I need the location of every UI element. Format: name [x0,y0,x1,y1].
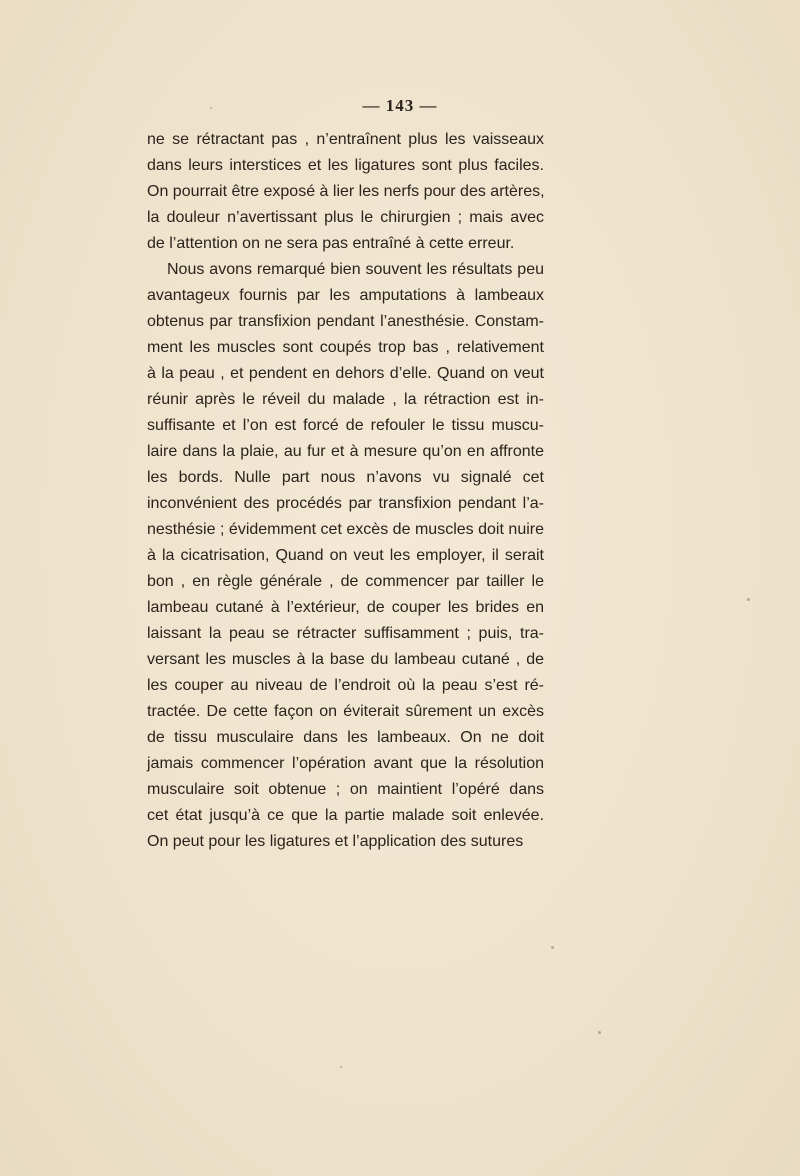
text-line: à la peau , et pendent en dehors d’elle. Quand on veut [147,365,544,382]
text-line: obtenus par transfixion pendant l’anesthésie. Constam- [147,313,544,330]
text-line: réunir après le réveil du malade , la rétraction est in- [147,391,544,408]
text-line: avantageux fournis par les amputations à lambeaux [147,287,544,304]
text-line: ne se rétractant pas , n’entraînent plus les vaisseaux [147,131,544,148]
text-line: laissant la peau se rétracter suffisamment ; puis, tra- [147,625,544,642]
text-line: ment les muscles sont coupés trop bas , relativement [147,339,544,356]
body-text [147,127,544,855]
text-line: de l’attention on ne sera pas entraîné à cette erreur. [147,235,515,252]
paper-speck [210,107,212,109]
text-line: les bords. Nulle part nous n’avons vu signalé cet [147,469,544,486]
text-line: versant les muscles à la base du lambeau cutané , de [147,651,544,668]
text-line: bon , en règle générale , de commencer par tailler le [147,573,544,590]
text-line: lambeau cutané à l’extérieur, de couper les brides en [147,599,544,616]
text-line: On pourrait être exposé à lier les nerfs pour des artères, [147,183,545,200]
page-number: — 143 — [362,96,438,115]
paper-speck [747,598,750,601]
text-line: les couper au niveau de l’endroit où la peau s’est ré- [147,677,544,694]
paper-speck [340,1066,342,1068]
text-line: cet état jusqu’à ce que la partie malade soit enlevée. [147,807,544,824]
text-line: jamais commencer l’opération avant que la résolution [147,755,544,772]
paper-speck [598,1031,601,1034]
text-line: la douleur n’avertissant plus le chirurgien ; mais avec [147,209,544,226]
text-line: On peut pour les ligatures et l’application des sutures [147,833,524,850]
text-line: musculaire soit obtenue ; on maintient l’opéré dans [147,781,544,798]
text-line: inconvénient des procédés par transfixion pendant l’a- [147,495,544,512]
text-line: nesthésie ; évidemment cet excès de muscles doit nuire [147,521,544,538]
paper-speck [551,946,554,949]
text-line: laire dans la plaie, au fur et à mesure qu’on en affronte [147,443,544,460]
text-line: suffisante et l’on est forcé de refouler le tissu muscu- [147,417,544,434]
text-line: dans leurs interstices et les ligatures sont plus faciles. [147,157,544,174]
text-line: à la cicatrisation, Quand on veut les employer, il serait [147,547,544,564]
text-line: tractée. De cette façon on éviterait sûrement un excès [147,703,544,720]
text-line: de tissu musculaire dans les lambeaux. On ne doit [147,729,544,746]
text-line: Nous avons remarqué bien souvent les résultats peu [167,261,544,278]
